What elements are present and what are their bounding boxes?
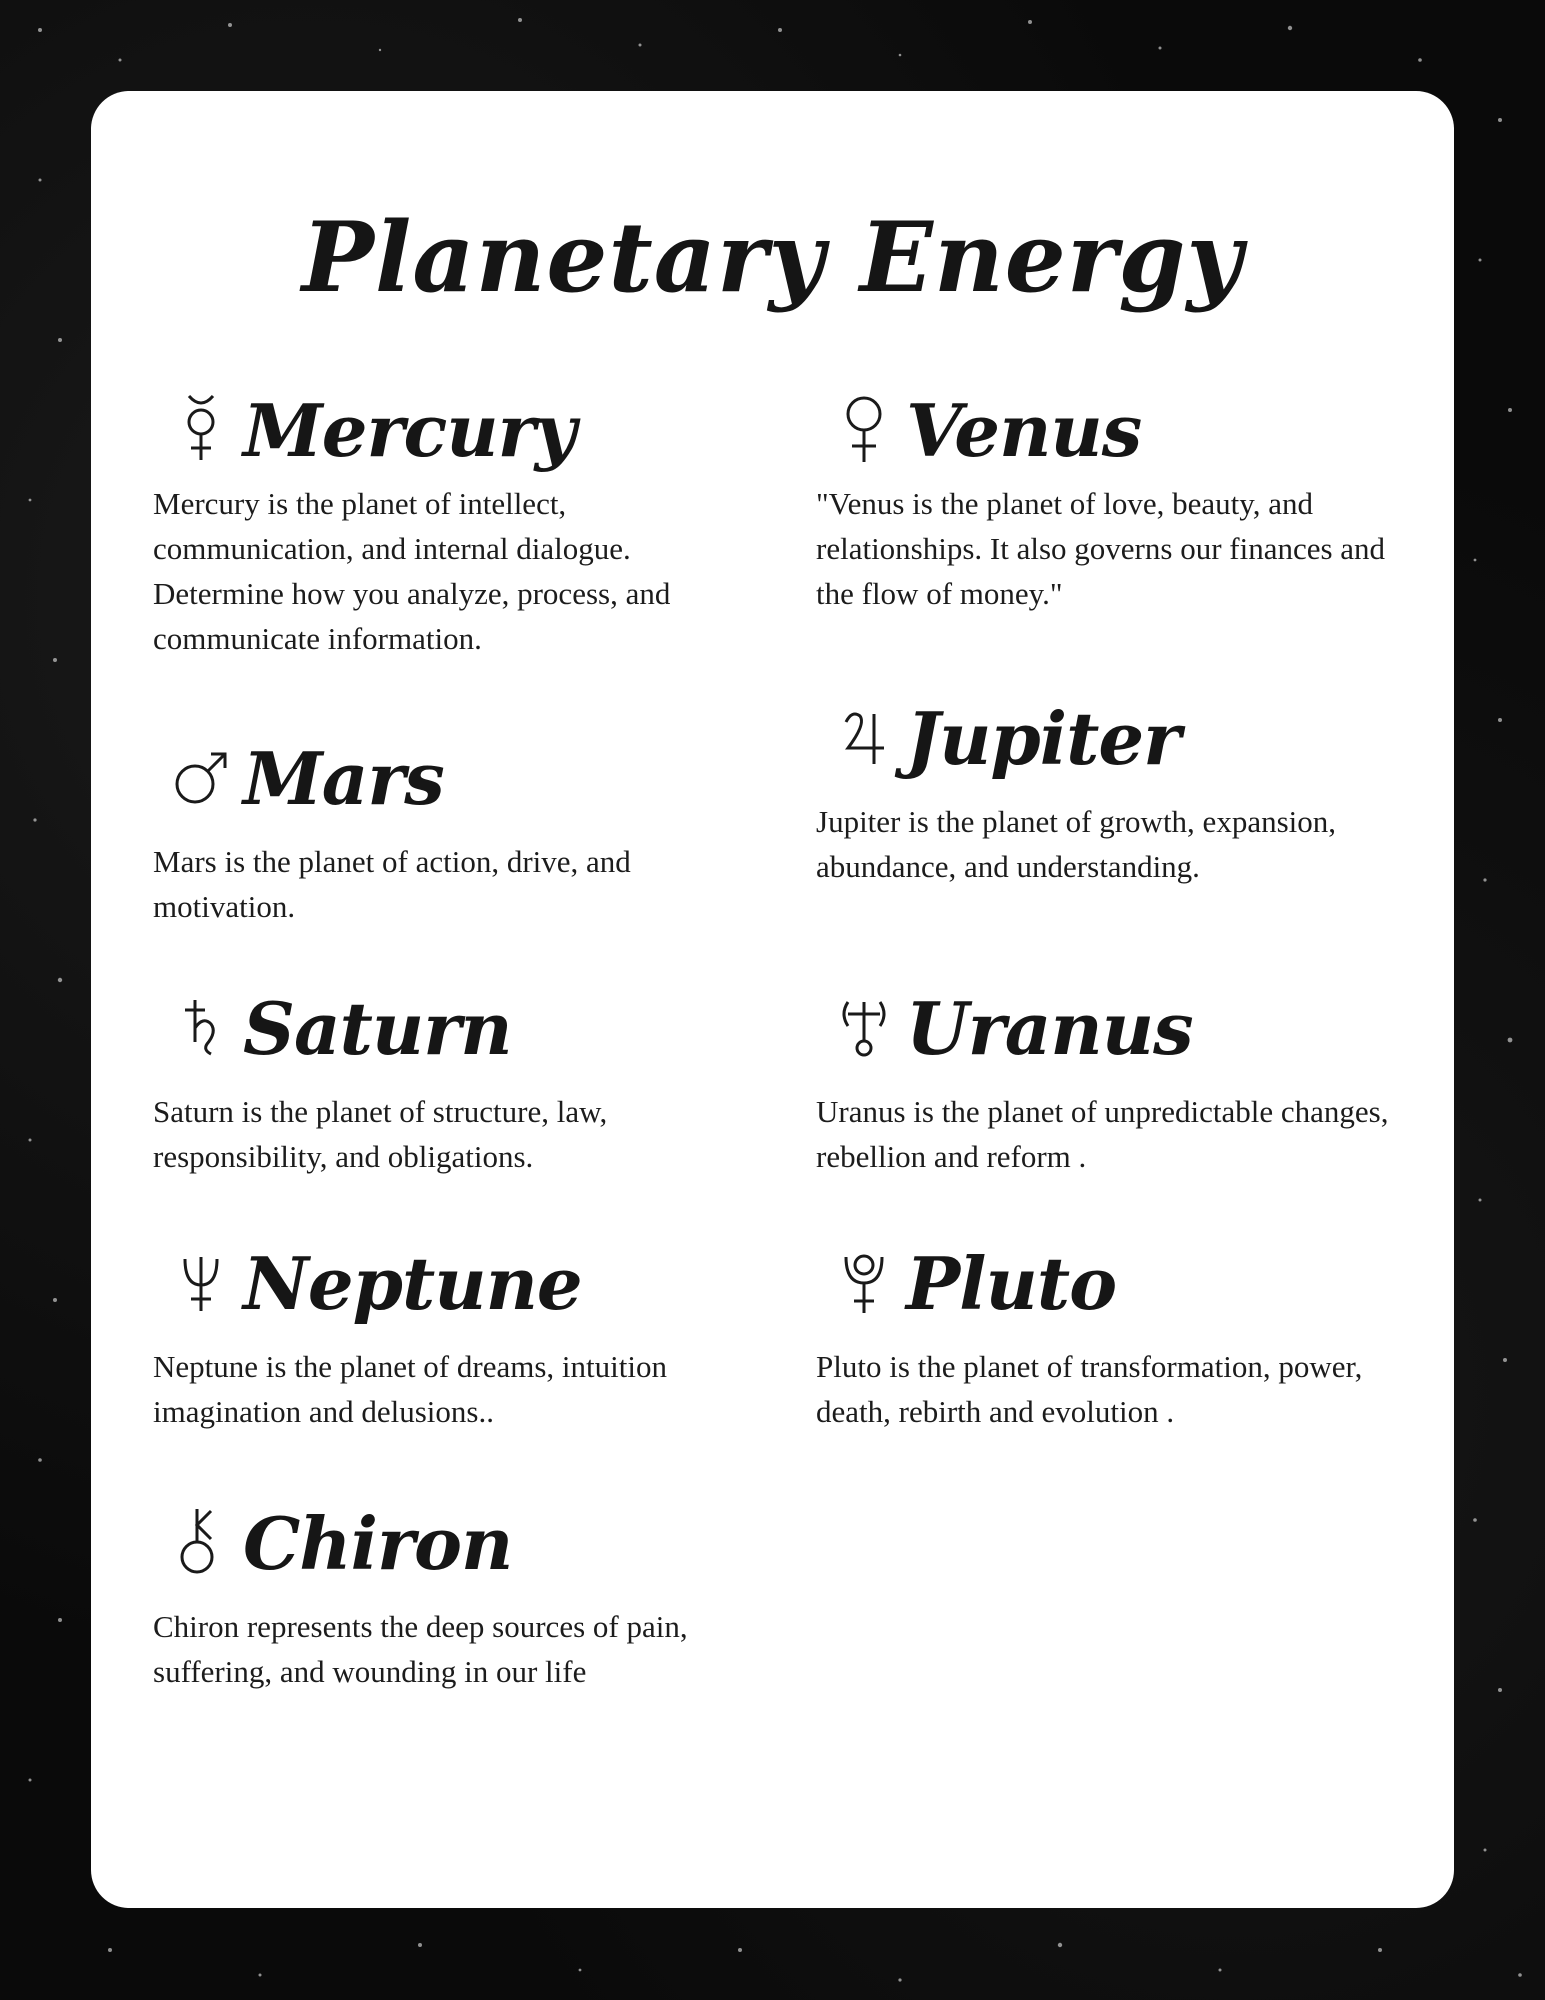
planet-name: Venus [906,388,1142,473]
planet-header [153,1206,753,1326]
planet-venus [816,353,1416,616]
planet-name: Neptune [243,1241,582,1326]
content-card [91,91,1454,1908]
planet-jupiter [816,661,1416,889]
planet-header [816,951,1416,1071]
planet-header [153,1466,753,1586]
planet-description: "Venus is the planet of love, beauty, and relationships. It also governs our finances and the flow of money." [816,486,1386,611]
planet-name: Mars [243,736,444,821]
planet-mars [153,701,753,929]
page-title: Planetary Energy [301,201,1244,314]
mars-symbol-icon [169,731,233,821]
planet-mercury [153,353,753,661]
planet-neptune [153,1206,753,1434]
planet-uranus [816,951,1416,1179]
planet-description: Uranus is the planet of unpredictable changes, rebellion and reform . [816,1094,1389,1174]
planet-header [816,661,1416,781]
planet-header [816,1206,1416,1326]
planet-header [153,353,753,473]
planet-name: Jupiter [906,696,1181,781]
venus-symbol-icon [832,383,896,473]
planet-description: Pluto is the planet of transformation, power, death, rebirth and evolution . [816,1349,1363,1429]
planet-name: Saturn [243,986,512,1071]
planet-header [153,951,753,1071]
planet-header [153,701,753,821]
planet-chiron [153,1466,753,1694]
mercury-symbol-icon [169,383,233,473]
jupiter-symbol-icon [832,691,896,781]
planet-pluto [816,1206,1416,1434]
planet-header [816,353,1416,473]
planet-description: Chiron represents the deep sources of pain, suffering, and wounding in our life [153,1609,688,1689]
planet-name: Mercury [243,388,576,473]
pluto-symbol-icon [832,1236,896,1326]
planet-name: Pluto [906,1241,1117,1326]
planet-saturn [153,951,753,1179]
planet-name: Chiron [243,1501,513,1586]
planet-description: Neptune is the planet of dreams, intuition imagination and delusions.. [153,1349,667,1429]
neptune-symbol-icon [169,1236,233,1326]
planet-name: Uranus [906,986,1193,1071]
planet-description: Mercury is the planet of intellect, communication, and internal dialogue. Determine how you analyze, process, and communicate information. [153,486,671,656]
saturn-symbol-icon [169,981,233,1071]
planet-description: Jupiter is the planet of growth, expansion, abundance, and understanding. [816,804,1337,884]
planet-description: Saturn is the planet of structure, law, responsibility, and obligations. [153,1094,608,1174]
chiron-symbol-icon [169,1496,233,1586]
uranus-symbol-icon [832,981,896,1071]
planet-description: Mars is the planet of action, drive, and motivation. [153,844,631,924]
